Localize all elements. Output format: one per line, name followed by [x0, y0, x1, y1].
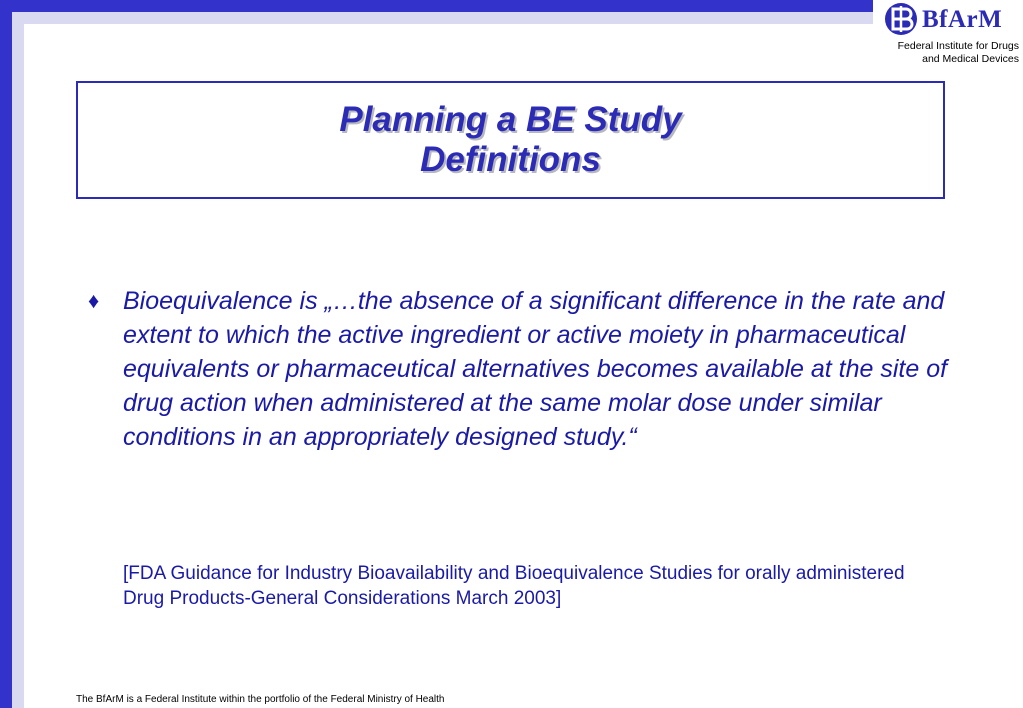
definition-text: Bioequivalence is „…the absence of a significant difference in the rate and extent to which the active ingredient or active moiety in pharmaceutical equivalents or pharmaceutical alternatives becomes available at the site of drug action when administered at the same molar dose under similar conditions in an appropriately designed study.“ — [123, 287, 948, 451]
logo-subtitle-line1: Federal Institute for Drugs — [897, 40, 1019, 52]
footer-text: The BfArM is a Federal Institute within the portfolio of the Federal Ministry of Health — [76, 694, 445, 705]
frame-top-light-bar — [12, 12, 1023, 24]
citation-text: [FDA Guidance for Industry Bioavailability and Bioequivalence Studies for orally administered Drug Products-General Considerations March 2003] — [123, 563, 905, 609]
logo-subtitle-line2: and Medical Devices — [922, 53, 1019, 65]
frame-left-light-bar — [12, 12, 24, 708]
frame-left-bar — [0, 0, 12, 708]
bfarm-emblem-icon — [884, 2, 918, 36]
logo-subtitle — [898, 40, 1019, 66]
frame-top-bar — [0, 0, 1023, 12]
slide-title-line1: Planning a BE Study — [339, 100, 682, 139]
logo-brand-text: BfArM — [922, 6, 1003, 33]
slide-title-line2: Definitions — [420, 140, 601, 179]
title-box — [76, 81, 945, 199]
bullet-diamond-icon: ♦ — [88, 288, 100, 313]
